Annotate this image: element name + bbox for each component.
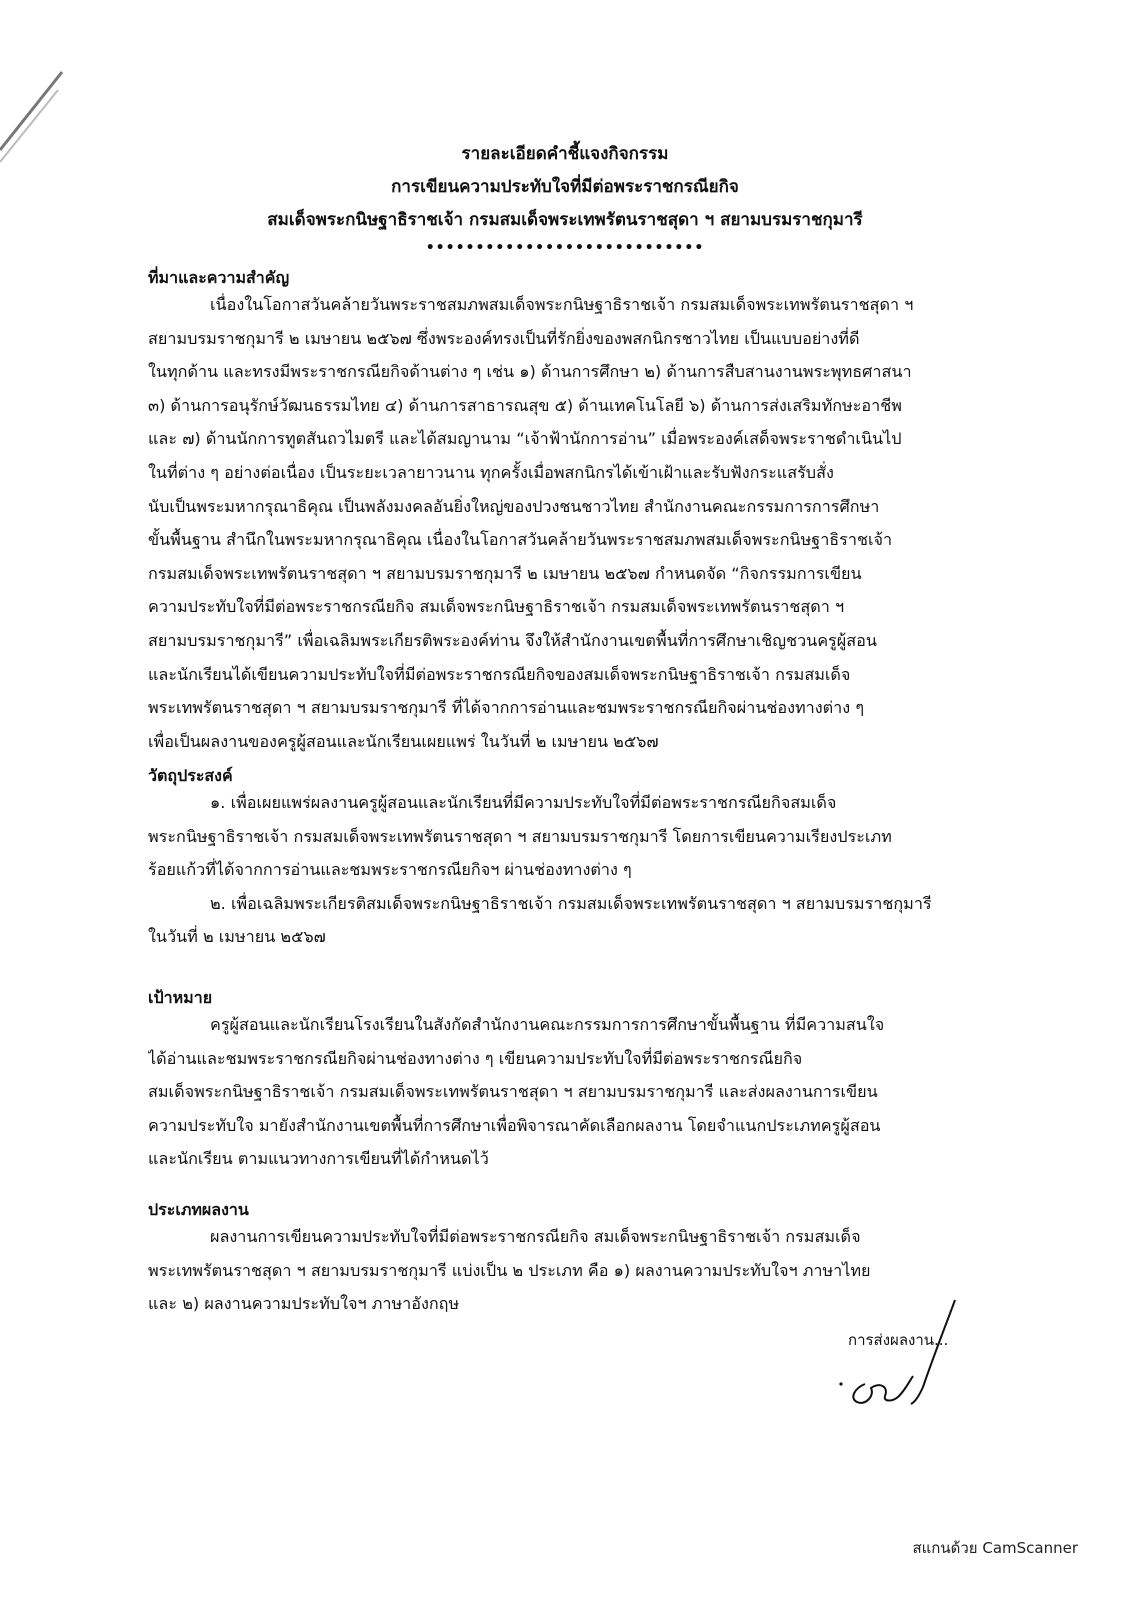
heading-work-types: ประเภทผลงาน — [148, 1200, 249, 1219]
paragraph-line: และนักเรียนได้เขียนความประทับใจที่มีต่อพระราชกรณียกิจของสมเด็จพระกนิษฐาธิราชเจ้า กรมสมเด็จ — [148, 664, 851, 684]
next-page-continuation: การส่งผลงาน... — [848, 1331, 949, 1349]
paragraph-line: ความประทับใจ มายังสำนักงานเขตพื้นที่การศึกษาเพื่อพิจารณาคัดเลือกผลงาน โดยจำแนกประเภทครูผู้สอน — [148, 1115, 881, 1135]
paragraph-line: ได้อ่านและชมพระราชกรณียกิจผ่านช่องทางต่าง ๆ เขียนความประทับใจที่มีต่อพระราชกรณียกิจ — [148, 1048, 803, 1068]
paragraph-background — [148, 288, 968, 758]
title-separator: •••••••••••••••••••••••••••• — [425, 240, 705, 256]
paragraph-line: และนักเรียน ตามแนวทางการเขียนที่ได้กำหนดไว้ — [148, 1149, 489, 1169]
title-line-2: การเขียนความประทับใจที่มีต่อพระราชกรณียกิจ — [391, 177, 739, 197]
handwritten-signature — [835, 1292, 985, 1422]
paragraph-line: นับเป็นพระมหากรุณาธิคุณ เป็นพลังมงคลอันยิ่งใหญ่ของปวงชนชาวไทย สำนักงานคณะกรรมการการศึกษา — [148, 496, 880, 516]
paragraph-line: สยามบรมราชกุมารี ๒ เมษายน ๒๕๖๗ ซึ่งพระองค์ทรงเป็นที่รักยิ่งของพสกนิกรชาวไทย เป็นแบบอย่างที่ดี — [148, 328, 860, 348]
paragraph-line: เพื่อเป็นผลงานของครูผู้สอนและนักเรียนเผยแพร่ ในวันที่ ๒ เมษายน ๒๕๖๗ — [148, 731, 659, 751]
paragraph-line: กรมสมเด็จพระเทพรัตนราชสุดา ฯ สยามบรมราชกุมารี ๒ เมษายน ๒๕๖๗ กำหนดจัด “กิจกรรมการเขียน — [148, 563, 862, 583]
paragraph-line: ในทุกด้าน และทรงมีพระราชกรณียกิจด้านต่าง ๆ เช่น ๑) ด้านการศึกษา ๒) ด้านการสืบสานงานพระพุทธศาสนา — [148, 362, 912, 382]
title-line-3: สมเด็จพระกนิษฐาธิราชเจ้า กรมสมเด็จพระเทพรัตนราชสุดา ฯ สยามบรมราชกุมารี — [267, 210, 863, 230]
paragraph-line: และ ๗) ด้านนักการทูตสันถวไมตรี และได้สมญานาม “เจ้าฟ้านักการอ่าน” เมื่อพระองค์เสด็จพระราชดำเนินไป — [148, 429, 902, 449]
paragraph-line: พระกนิษฐาธิราชเจ้า กรมสมเด็จพระเทพรัตนราชสุดา ฯ สยามบรมราชกุมารี โดยการเขียนความเรียงประเภท — [148, 826, 892, 846]
heading-target: เป้าหมาย — [148, 988, 213, 1007]
paragraph-line: ๒. เพื่อเฉลิมพระเกียรติสมเด็จพระกนิษฐาธิราชเจ้า กรมสมเด็จพระเทพรัตนราชสุดา ฯ สยามบรมราชกุมารี — [210, 893, 932, 913]
paragraph-line: และ ๒) ผลงานความประทับใจฯ ภาษาอังกฤษ — [148, 1294, 460, 1314]
paragraph-line: เนื่องในโอกาสวันคล้ายวันพระราชสมภพสมเด็จพระกนิษฐาธิราชเจ้า กรมสมเด็จพระเทพรัตนราชสุดา ฯ — [210, 295, 914, 314]
paragraph-line: ในที่ต่าง ๆ อย่างต่อเนื่อง เป็นระยะเวลายาวนาน ทุกครั้งเมื่อพสกนิกรได้เข้าเฝ้าและรับฟังกระแสรับสั่ง — [148, 462, 834, 482]
paragraph-line: ในวันที่ ๒ เมษายน ๒๕๖๗ — [148, 927, 326, 947]
paragraph-line: พระเทพรัตนราชสุดา ฯ สยามบรมราชกุมารี แบ่งเป็น ๒ ประเภท คือ ๑) ผลงานความประทับใจฯ ภาษาไทย — [148, 1260, 871, 1280]
paragraph-line: ความประทับใจที่มีต่อพระราชกรณียกิจ สมเด็จพระกนิษฐาธิราชเจ้า กรมสมเด็จพระเทพรัตนราชสุดา ฯ — [148, 597, 845, 617]
paragraph-line: ผลงานการเขียนความประทับใจที่มีต่อพระราชกรณียกิจ สมเด็จพระกนิษฐาธิราชเจ้า กรมสมเด็จ — [210, 1227, 861, 1246]
paragraph-objectives — [148, 786, 968, 954]
document-title — [120, 138, 1010, 259]
paragraph-line: ๑. เพื่อเผยแพร่ผลงานครูผู้สอนและนักเรียนที่มีความประทับใจที่มีต่อพระราชกรณียกิจสมเด็จ — [210, 793, 837, 812]
paragraph-line: ครูผู้สอนและนักเรียนโรงเรียนในสังกัดสำนักงานคณะกรรมการการศึกษาขั้นพื้นฐาน ที่มีความสนใจ — [210, 1015, 885, 1034]
heading-objectives: วัตถุประสงค์ — [148, 766, 233, 785]
heading-background: ที่มาและความสำคัญ — [148, 268, 290, 287]
paragraph-line: สยามบรมราชกุมารี” เพื่อเฉลิมพระเกียรติพระองค์ท่าน จึงให้สำนักงานเขตพื้นที่การศึกษาเชิญชวนครูผู้สอน — [148, 630, 877, 650]
paragraph-line: ร้อยแก้วที่ได้จากการอ่านและชมพระราชกรณียกิจฯ ผ่านช่องทางต่าง ๆ — [148, 860, 632, 880]
paragraph-line: ขั้นพื้นฐาน สำนึกในพระมหากรุณาธิคุณ เนื่องในโอกาสวันคล้ายวันพระราชสมภพสมเด็จพระกนิษฐาธิราชเจ้า — [148, 530, 893, 550]
paragraph-target — [148, 1008, 968, 1176]
title-line-1: รายละเอียดคำชี้แจงกิจกรรม — [461, 144, 669, 164]
paragraph-line: พระเทพรัตนราชสุดา ฯ สยามบรมราชกุมารี ที่ได้จากการอ่านและชมพระราชกรณียกิจผ่านช่องทางต่าง ๆ — [148, 698, 865, 718]
page-fold-shadow — [0, 0, 120, 260]
scanner-watermark: สแกนด้วย CamScanner — [912, 1539, 1078, 1557]
paragraph-line: สมเด็จพระกนิษฐาธิราชเจ้า กรมสมเด็จพระเทพรัตนราชสุดา ฯ สยามบรมราชกุมารี และส่งผลงานการเขียน — [148, 1082, 878, 1102]
paragraph-line: ๓) ด้านการอนุรักษ์วัฒนธรรมไทย ๔) ด้านการสาธารณสุข ๕) ด้านเทคโนโลยี ๖) ด้านการส่งเสริมทักษะอาชีพ — [148, 395, 902, 415]
